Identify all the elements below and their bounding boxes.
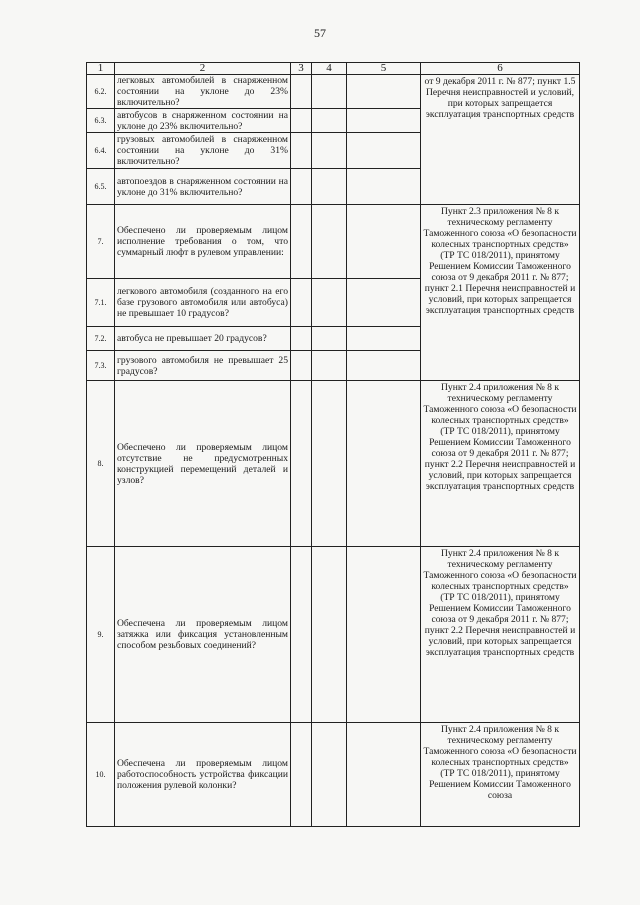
question-cell: грузовых автомобилей в снаряженном состоянии на уклоне до 31% включительно? (115, 133, 291, 169)
answer-cell[interactable] (347, 133, 421, 169)
column-header: 5 (347, 63, 421, 75)
row-number: 10. (87, 723, 115, 827)
table-row (87, 205, 580, 279)
answer-cell[interactable] (312, 327, 347, 351)
row-number: 6.3. (87, 109, 115, 133)
answer-cell[interactable] (347, 723, 421, 827)
column-header: 6 (421, 63, 580, 75)
question-cell: автобуса не превышает 20 градусов? (115, 327, 291, 351)
answer-cell[interactable] (347, 279, 421, 327)
answer-cell[interactable] (291, 133, 312, 169)
answer-cell[interactable] (291, 169, 312, 205)
header-row (87, 63, 580, 75)
question-cell: автобусов в снаряженном состоянии на уклоне до 23% включительно? (115, 109, 291, 133)
answer-cell[interactable] (291, 205, 312, 279)
page-number: 57 (314, 26, 326, 40)
question-cell: Обеспечено ли проверяемым лицом отсутствие не предусмотренных конструкцией перемещений деталей и узлов? (115, 381, 291, 547)
column-header: 1 (87, 63, 115, 75)
answer-cell[interactable] (312, 75, 347, 109)
answer-cell[interactable] (347, 205, 421, 279)
reference-cell: Пункт 2.4 приложения № 8 к техническому регламенту Таможенного союза «О безопасности колесных транспортных средств» (ТР ТС 018/2011), принятому Решением Комиссии Таможенного союза от 9 декабря 2011 г. № 877; пункт 2.2 Перечня неисправностей и условий, при которых запрещается эксплуатация транспортных средств (421, 381, 580, 547)
table-row (87, 381, 580, 547)
question-cell: Обеспечена ли проверяемым лицом работоспособность устройства фиксации положения рулевой колонки? (115, 723, 291, 827)
answer-cell[interactable] (347, 327, 421, 351)
answer-cell[interactable] (291, 351, 312, 381)
answer-cell[interactable] (312, 547, 347, 723)
row-number: 8. (87, 381, 115, 547)
answer-cell[interactable] (347, 75, 421, 109)
column-header: 4 (312, 63, 347, 75)
answer-cell[interactable] (312, 205, 347, 279)
answer-cell[interactable] (312, 351, 347, 381)
table-row (87, 75, 580, 109)
row-number: 6.4. (87, 133, 115, 169)
reference-cell: Пункт 2.4 приложения № 8 к техническому регламенту Таможенного союза «О безопасности колесных транспортных средств» (ТР ТС 018/2011), принятому Решением Комиссии Таможенного союза от 9 декабря 2011 г. № 877; пункт 2.2 Перечня неисправностей и условий, при которых запрещается эксплуатация транспортных средств (421, 547, 580, 723)
row-number: 6.5. (87, 169, 115, 205)
question-cell: автопоездов в снаряженном состоянии на уклоне до 31% включительно? (115, 169, 291, 205)
question-cell: Обеспечена ли проверяемым лицом затяжка или фиксация установленным способом резьбовых соединений? (115, 547, 291, 723)
answer-cell[interactable] (291, 279, 312, 327)
answer-cell[interactable] (291, 327, 312, 351)
reference-cell: от 9 декабря 2011 г. № 877; пункт 1.5 Перечня неисправностей и условий, при которых запрещается эксплуатация транспортных средств (421, 75, 580, 205)
reference-cell: Пункт 2.4 приложения № 8 к техническому регламенту Таможенного союза «О безопасности колесных транспортных средств» (ТР ТС 018/2011), принятому Решением Комиссии Таможенного союза (421, 723, 580, 827)
answer-cell[interactable] (312, 279, 347, 327)
answer-cell[interactable] (312, 109, 347, 133)
row-number: 6.2. (87, 75, 115, 109)
answer-cell[interactable] (291, 723, 312, 827)
row-number: 7.3. (87, 351, 115, 381)
column-header: 2 (115, 63, 291, 75)
answer-cell[interactable] (347, 381, 421, 547)
question-cell: легкового автомобиля (созданного на его базе грузового автомобиля или автобуса) не превышает 10 градусов? (115, 279, 291, 327)
question-cell: Обеспечено ли проверяемым лицом исполнение требования о том, что суммарный люфт в рулевом управлении: (115, 205, 291, 279)
answer-cell[interactable] (291, 381, 312, 547)
answer-cell[interactable] (291, 109, 312, 133)
checklist-table (86, 62, 580, 827)
answer-cell[interactable] (347, 351, 421, 381)
table-row (87, 547, 580, 723)
answer-cell[interactable] (291, 547, 312, 723)
row-number: 7. (87, 205, 115, 279)
table-row (87, 723, 580, 827)
row-number: 9. (87, 547, 115, 723)
row-number: 7.2. (87, 327, 115, 351)
column-header: 3 (291, 63, 312, 75)
answer-cell[interactable] (312, 381, 347, 547)
answer-cell[interactable] (347, 169, 421, 205)
answer-cell[interactable] (312, 169, 347, 205)
reference-cell: Пункт 2.3 приложения № 8 к техническому регламенту Таможенного союза «О безопасности колесных транспортных средств» (ТР ТС 018/2011), принятому Решением Комиссии Таможенного союза от 9 декабря 2011 г. № 877; пункт 2.1 Перечня неисправностей и условий, при которых запрещается эксплуатация транспортных средств (421, 205, 580, 381)
answer-cell[interactable] (347, 109, 421, 133)
answer-cell[interactable] (312, 723, 347, 827)
answer-cell[interactable] (347, 547, 421, 723)
question-cell: легковых автомобилей в снаряженном состоянии на уклоне до 23% включительно? (115, 75, 291, 109)
question-cell: грузового автомобиля не превышает 25 градусов? (115, 351, 291, 381)
row-number: 7.1. (87, 279, 115, 327)
answer-cell[interactable] (312, 133, 347, 169)
answer-cell[interactable] (291, 75, 312, 109)
